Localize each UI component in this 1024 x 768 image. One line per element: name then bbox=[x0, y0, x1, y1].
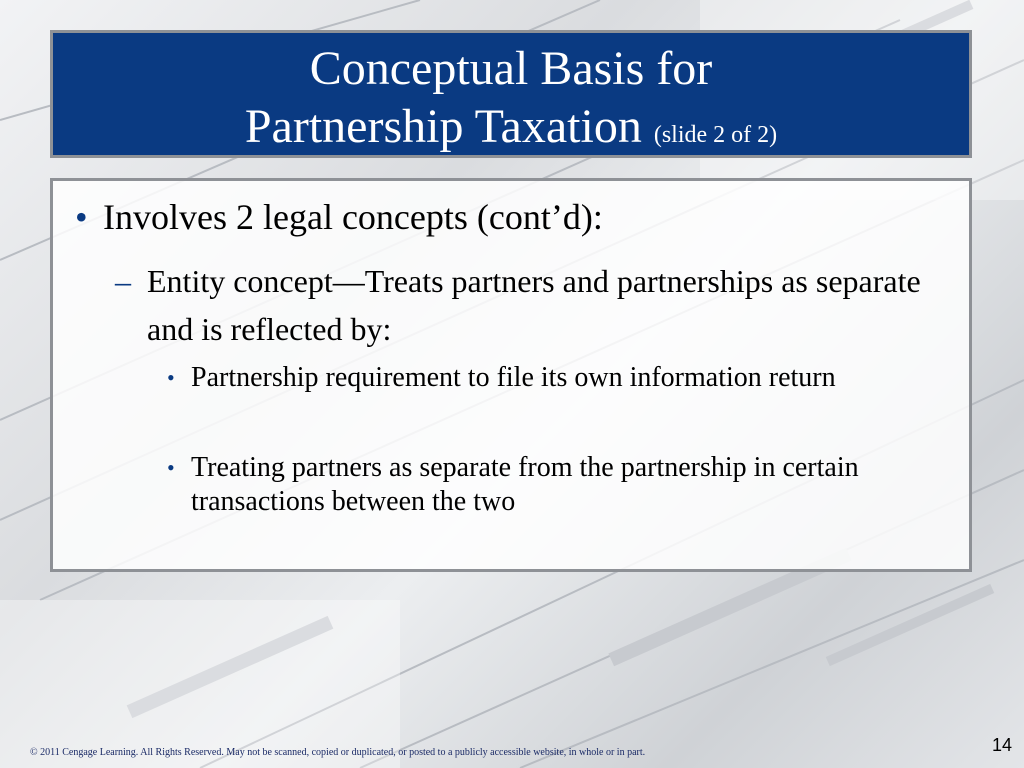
bullet-text: Treating partners as separate from the partnership in certain transactions between the two bbox=[191, 452, 859, 517]
slide-title-line1: Conceptual Basis for bbox=[309, 42, 713, 95]
content-box bbox=[50, 178, 972, 572]
bullet-marker: • bbox=[167, 455, 175, 480]
bullet-text: Partnership requirement to file its own information return bbox=[191, 362, 836, 393]
bullet-marker: • bbox=[167, 365, 175, 390]
copyright-footer: © 2011 Cengage Learning. All Rights Reserved. May not be scanned, copied or duplicated, or posted to a publicly accessible website, in whole or in part. bbox=[30, 747, 646, 758]
title-box bbox=[50, 30, 972, 158]
bullet-marker: • bbox=[75, 197, 88, 237]
bullet-text: Entity concept—Treats partners and partnerships as separate and is reflected by: bbox=[147, 263, 921, 347]
dash-marker: – bbox=[115, 263, 131, 299]
bullet-text: Involves 2 legal concepts (cont’d): bbox=[103, 197, 603, 237]
slide-title-subtitle: (slide 2 of 2) bbox=[653, 122, 778, 148]
slide-title-main: Partnership Taxation bbox=[244, 100, 642, 153]
slide-title-line2 bbox=[53, 99, 969, 163]
page-number: 14 bbox=[992, 735, 1013, 755]
